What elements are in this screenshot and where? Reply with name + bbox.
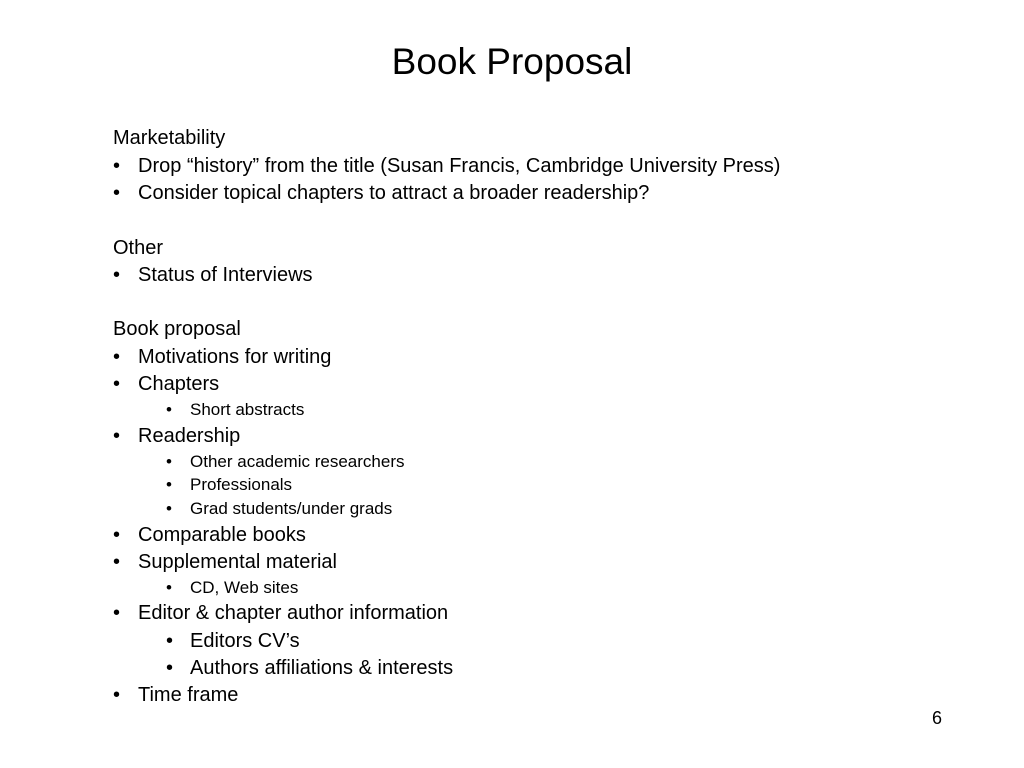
bullet-icon: •: [113, 684, 121, 706]
sub-bullet-text: Editors CV’s: [190, 630, 300, 652]
bullet-text: Time frame: [138, 684, 239, 706]
sub-bullet-text: CD, Web sites: [190, 578, 299, 597]
bullet-icon: •: [113, 155, 121, 177]
sub-bullet-text: Short abstracts: [190, 400, 305, 419]
sub-bullet-text: Professionals: [190, 475, 293, 494]
slide-title: Book Proposal: [391, 41, 633, 82]
bullet-icon: •: [166, 657, 174, 679]
bullet-text: Chapters: [138, 373, 220, 395]
bullet-text: Motivations for writing: [138, 346, 332, 368]
sub-bullet-text: Grad students/under grads: [190, 499, 393, 518]
section-heading-book-proposal: Book proposal: [113, 318, 241, 340]
bullet-text: Comparable books: [138, 524, 306, 546]
section-heading-marketability: Marketability: [113, 127, 226, 149]
bullet-icon: •: [166, 475, 172, 494]
bullet-icon: •: [113, 182, 121, 204]
bullet-text: Status of Interviews: [138, 264, 313, 286]
bullet-icon: •: [166, 630, 174, 652]
page-number: 6: [931, 708, 942, 728]
bullet-icon: •: [113, 264, 121, 286]
bullet-icon: •: [113, 373, 121, 395]
bullet-text: Readership: [138, 425, 241, 447]
sub-bullet-text: Other academic researchers: [190, 452, 405, 471]
bullet-icon: •: [113, 346, 121, 368]
bullet-text: Supplemental material: [138, 551, 337, 573]
bullet-text: Drop “history” from the title (Susan Francis, Cambridge University Press): [138, 155, 781, 177]
bullet-icon: •: [113, 524, 121, 546]
bullet-text: Consider topical chapters to attract a broader readership?: [138, 182, 650, 204]
bullet-icon: •: [113, 602, 121, 624]
sub-bullet-text: Authors affiliations & interests: [190, 657, 454, 679]
bullet-icon: •: [166, 400, 172, 419]
bullet-icon: •: [166, 499, 172, 518]
bullet-icon: •: [166, 452, 172, 471]
bullet-text: Editor & chapter author information: [138, 602, 449, 624]
bullet-icon: •: [113, 551, 121, 573]
bullet-icon: •: [166, 578, 172, 597]
section-heading-other: Other: [113, 237, 164, 259]
bullet-icon: •: [113, 425, 121, 447]
